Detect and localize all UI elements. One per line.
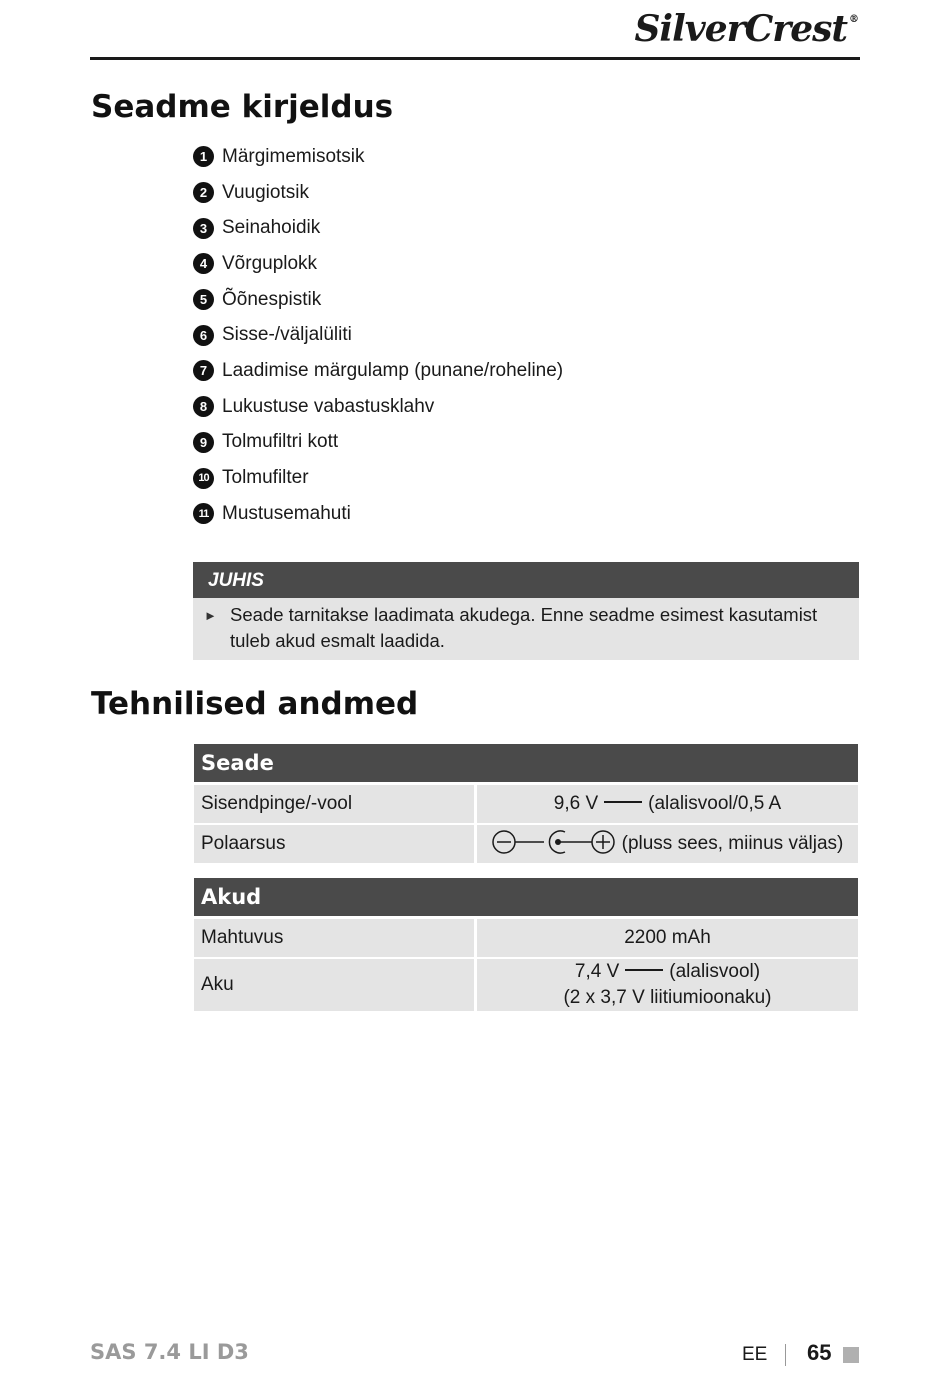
registered-mark: ® bbox=[849, 14, 858, 25]
item-label: Tolmufiltri kott bbox=[222, 431, 339, 453]
list-item bbox=[193, 282, 563, 318]
device-spec-table bbox=[194, 744, 858, 865]
section-title-technical-data: Tehnilised andmed bbox=[91, 686, 419, 722]
number-badge: 10 bbox=[193, 468, 214, 489]
note-box bbox=[193, 562, 859, 660]
input-voltage: 9,6 V bbox=[553, 793, 599, 814]
item-label: Laadimise märgulamp (punane/roheline) bbox=[222, 359, 564, 381]
dc-symbol-icon bbox=[604, 801, 642, 803]
number-badge: 2 bbox=[193, 182, 214, 203]
item-label: Sisse-/väljalüliti bbox=[222, 324, 352, 346]
note-text: Seade tarnitakse laadimata akudega. Enne seadme esimest kasutamist tuleb akud esmalt laadida. bbox=[230, 604, 818, 651]
battery-spec-table bbox=[194, 878, 858, 1013]
list-item bbox=[193, 425, 563, 461]
list-item bbox=[193, 139, 563, 175]
polarity-value bbox=[476, 824, 859, 864]
item-label: Võrguplokk bbox=[222, 252, 318, 274]
list-item bbox=[193, 246, 563, 282]
arrow-right-icon: ► bbox=[204, 608, 217, 623]
section-title-description: Seadme kirjeldus bbox=[91, 89, 394, 125]
list-item bbox=[193, 353, 563, 389]
capacity-value: 2200 mAh bbox=[476, 918, 859, 959]
input-label: Sisendpinge/-vool bbox=[194, 784, 476, 825]
table-row bbox=[194, 824, 858, 864]
table-heading: Seade bbox=[194, 744, 858, 784]
battery-voltage: 7,4 V bbox=[574, 961, 620, 982]
item-label: Märgimemisotsik bbox=[222, 145, 365, 167]
table-heading: Akud bbox=[194, 878, 858, 918]
item-label: Mustusemahuti bbox=[222, 502, 351, 524]
list-item bbox=[193, 389, 563, 425]
battery-value bbox=[476, 958, 859, 1012]
item-label: Seinahoidik bbox=[222, 217, 321, 239]
number-badge: 11 bbox=[193, 503, 214, 524]
number-badge: 9 bbox=[193, 432, 214, 453]
list-item bbox=[193, 460, 563, 496]
footer-language: EE bbox=[742, 1344, 768, 1365]
parts-list bbox=[193, 139, 563, 532]
number-badge: 5 bbox=[193, 289, 214, 310]
square-icon bbox=[843, 1347, 859, 1363]
table-row bbox=[194, 958, 858, 1012]
brand-name: SilverCrest bbox=[634, 8, 847, 50]
number-badge: 8 bbox=[193, 396, 214, 417]
list-item bbox=[193, 317, 563, 353]
input-value bbox=[476, 784, 859, 825]
battery-label: Aku bbox=[194, 958, 476, 1012]
polarity-label: Polaarsus bbox=[194, 824, 476, 864]
item-label: Lukustuse vabastusklahv bbox=[222, 395, 435, 417]
list-item bbox=[193, 496, 563, 532]
page-number: 65 bbox=[807, 1340, 832, 1365]
footer-model: SAS 7.4 LI D3 bbox=[90, 1340, 249, 1364]
note-body bbox=[193, 598, 859, 660]
table-row bbox=[194, 918, 858, 959]
footer-divider bbox=[785, 1344, 786, 1366]
battery-cells: (2 x 3,7 V liitiumioonaku) bbox=[563, 987, 772, 1008]
header-rule bbox=[90, 57, 860, 60]
polarity-text: (pluss sees, miinus väljas) bbox=[621, 833, 844, 855]
table-row bbox=[194, 784, 858, 825]
list-item bbox=[193, 175, 563, 211]
polarity-symbol-icon bbox=[492, 829, 616, 855]
number-badge: 7 bbox=[193, 360, 214, 381]
number-badge: 1 bbox=[193, 146, 214, 167]
item-label: Tolmufilter bbox=[222, 467, 309, 489]
item-label: Vuugiotsik bbox=[222, 181, 309, 203]
number-badge: 3 bbox=[193, 218, 214, 239]
capacity-label: Mahtuvus bbox=[194, 918, 476, 959]
battery-type: (alalisvool) bbox=[669, 961, 761, 982]
item-label: Õõnespistik bbox=[222, 288, 322, 310]
brand-logo bbox=[634, 8, 858, 50]
input-current: (alalisvool/0,5 A bbox=[648, 793, 782, 814]
note-heading: JUHIS bbox=[193, 562, 859, 598]
list-item bbox=[193, 210, 563, 246]
number-badge: 6 bbox=[193, 325, 214, 346]
dc-symbol-icon bbox=[625, 969, 663, 971]
number-badge: 4 bbox=[193, 253, 214, 274]
